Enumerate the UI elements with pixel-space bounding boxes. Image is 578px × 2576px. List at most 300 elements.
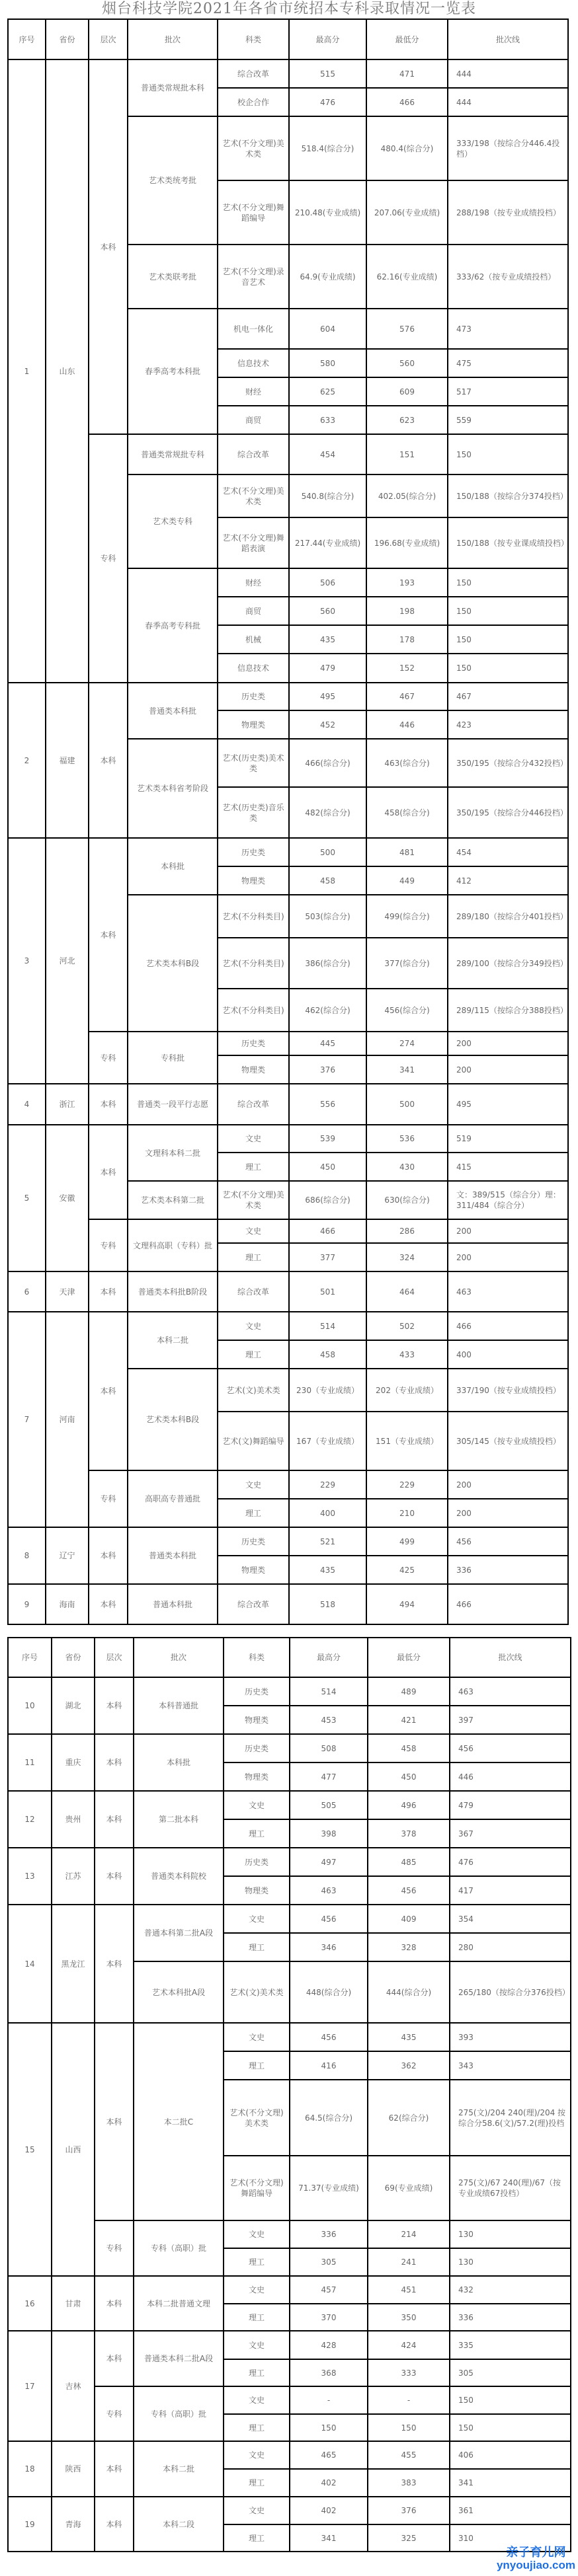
min-score: 341 — [366, 1055, 448, 1084]
min-score: 463(综合分) — [366, 739, 448, 787]
level-name: 专科 — [95, 2220, 134, 2276]
subject-category: 文史 — [224, 2331, 290, 2359]
batch-line: 463 — [448, 1271, 568, 1312]
table-row — [8, 2331, 571, 2359]
header-max: 最高分 — [290, 1638, 368, 1677]
level-name: 本科 — [89, 838, 128, 1032]
subject-category: 文史 — [218, 1470, 289, 1499]
batch-name: 本科二批 — [134, 2441, 224, 2497]
batch-line: 456 — [448, 1527, 568, 1556]
level-name: 专科 — [89, 1470, 128, 1527]
level-name: 本科 — [89, 59, 128, 434]
header-batch: 批次 — [134, 1638, 224, 1677]
table-row — [8, 1125, 568, 1153]
table-row — [8, 59, 568, 88]
min-score: 151 — [366, 434, 448, 474]
subject-category: 艺术(不分文理)美术类 — [218, 116, 289, 180]
batch-line: 397 — [450, 1706, 571, 1734]
min-score: 362 — [368, 2051, 450, 2080]
batch-line: 466 — [448, 1312, 568, 1340]
level-name: 专科 — [89, 1219, 128, 1271]
batch-name: 春季高考专科批 — [128, 568, 218, 683]
max-score: 456 — [290, 2023, 368, 2051]
batch-line: 479 — [450, 1791, 571, 1819]
subject-category: 理工 — [218, 1243, 289, 1271]
table-row — [8, 2497, 571, 2524]
min-score: 576 — [366, 309, 448, 349]
subject-category: 艺术(不分文理)美术类 — [218, 1181, 289, 1219]
batch-name: 专科（高职）批 — [134, 2220, 224, 2276]
batch-name: 艺术类本科省考阶段 — [128, 739, 218, 838]
subject-category: 艺术(不分文理)录音艺术 — [218, 245, 289, 309]
max-score: 456 — [290, 1905, 368, 1933]
batch-line: 456 — [450, 1734, 571, 1762]
min-score: 433 — [366, 1340, 448, 1369]
subject-category: 艺术(不分科类目) — [218, 938, 289, 989]
max-score: 217.44(专业成绩) — [289, 517, 366, 568]
row-number: 8 — [8, 1527, 46, 1584]
max-score: 341 — [290, 2524, 368, 2552]
batch-name: 本科批 — [134, 1734, 224, 1791]
level-name: 本科 — [89, 1084, 128, 1125]
max-score: 435 — [289, 1556, 366, 1584]
subject-category: 艺术(不分文理)舞蹈编导 — [218, 180, 289, 245]
min-score: 464 — [366, 1271, 448, 1312]
subject-category: 艺术(文)美术类 — [218, 1369, 289, 1412]
batch-line: 466 — [448, 1584, 568, 1624]
subject-category: 历史类 — [218, 838, 289, 866]
min-score: 286 — [366, 1219, 448, 1243]
min-score: 377(综合分) — [366, 938, 448, 989]
table-row — [8, 1084, 568, 1125]
header-no: 序号 — [8, 19, 46, 59]
table-row — [8, 1791, 571, 1819]
min-score: 196.68(专业成绩) — [366, 517, 448, 568]
batch-line: 200 — [448, 1470, 568, 1499]
subject-category: 综合改革 — [218, 1084, 289, 1125]
batch-line: 463 — [450, 1677, 571, 1706]
batch-line: 150 — [448, 597, 568, 625]
table-row — [8, 1271, 568, 1312]
batch-name: 艺术类本科B段 — [128, 1369, 218, 1470]
table-row — [8, 434, 568, 474]
province-name: 山东 — [46, 59, 89, 683]
header-batch: 批次 — [128, 19, 218, 59]
level-name: 本科 — [95, 1677, 134, 1734]
max-score: 505 — [290, 1791, 368, 1819]
max-score: 540.8(综合分) — [289, 474, 366, 517]
subject-category: 财经 — [218, 568, 289, 597]
min-score: 229 — [366, 1470, 448, 1499]
min-score: 480.4(综合分) — [366, 116, 448, 180]
max-score: 501 — [289, 1271, 366, 1312]
min-score: 471 — [366, 59, 448, 88]
max-score: 210.48(专业成绩) — [289, 180, 366, 245]
min-score: 494 — [366, 1584, 448, 1624]
max-score: 515 — [289, 59, 366, 88]
batch-name: 普通类常规批专科 — [128, 434, 218, 474]
max-score: 518.4(综合分) — [289, 116, 366, 180]
level-name: 本科 — [95, 2497, 134, 2552]
level-name: 本科 — [95, 1848, 134, 1905]
subject-category: 理工 — [224, 2248, 290, 2276]
batch-name: 普通类本科批 — [128, 683, 218, 739]
province-name: 安徽 — [46, 1125, 89, 1271]
max-score: 64.5(综合分) — [290, 2080, 368, 2156]
max-score: 539 — [289, 1125, 366, 1153]
min-score: 630(综合分) — [366, 1181, 448, 1219]
max-score: 64.9(专业成绩) — [289, 245, 366, 309]
batch-name: 本科普通批 — [134, 1677, 224, 1734]
row-number: 15 — [8, 2023, 52, 2276]
subject-category: 信息技术 — [218, 349, 289, 377]
subject-category: 艺术(不分文理)舞蹈编导 — [224, 2156, 290, 2220]
row-number: 5 — [8, 1125, 46, 1271]
max-score: 376 — [289, 1055, 366, 1084]
level-name: 本科 — [95, 1791, 134, 1848]
batch-name: 第二批本科 — [134, 1791, 224, 1848]
min-score: 489 — [368, 1677, 450, 1706]
max-score: 336 — [290, 2220, 368, 2248]
min-score: 214 — [368, 2220, 450, 2248]
batch-line: 412 — [448, 866, 568, 895]
max-score: 465 — [290, 2441, 368, 2469]
batch-line: 150 — [450, 2414, 571, 2441]
max-score: 452 — [289, 710, 366, 739]
max-score: 497 — [290, 1848, 368, 1876]
max-score: 71.37(专业成绩) — [290, 2156, 368, 2220]
batch-line: 444 — [448, 88, 568, 116]
subject-category: 文史 — [224, 2497, 290, 2524]
min-score: 451 — [368, 2276, 450, 2304]
max-score: 458 — [289, 866, 366, 895]
batch-name: 普通类本科二批A段 — [134, 2331, 224, 2386]
subject-category: 文史 — [224, 1905, 290, 1933]
subject-category: 理工 — [224, 2051, 290, 2080]
province-name: 重庆 — [52, 1734, 95, 1791]
min-score: 456(综合分) — [366, 989, 448, 1032]
header-subject: 科类 — [218, 19, 289, 59]
province-name: 陕西 — [52, 2441, 95, 2497]
subject-category: 物理类 — [224, 1762, 290, 1791]
max-score: 560 — [289, 597, 366, 625]
max-score: 686(综合分) — [289, 1181, 366, 1219]
row-number: 7 — [8, 1312, 46, 1527]
max-score: 167（专业成绩） — [289, 1412, 366, 1470]
max-score: 458 — [289, 1340, 366, 1369]
row-number: 3 — [8, 838, 46, 1084]
max-score: 229 — [289, 1470, 366, 1499]
subject-category: 文史 — [224, 2023, 290, 2051]
batch-line: 150 — [448, 434, 568, 474]
max-score: 416 — [290, 2051, 368, 2080]
min-score: 62.16(专业成绩) — [366, 245, 448, 309]
batch-name: 本科二批 — [128, 1312, 218, 1369]
table-row — [8, 1848, 571, 1876]
batch-line: 467 — [448, 683, 568, 710]
batch-line: 150 — [450, 2386, 571, 2414]
max-score: 150 — [290, 2414, 368, 2441]
batch-line: 446 — [450, 1762, 571, 1791]
level-name: 本科 — [95, 2441, 134, 2497]
batch-name: 艺术本科批A段 — [134, 1961, 224, 2023]
level-name: 本科 — [89, 1584, 128, 1624]
batch-line: 275(文)/67 240(理)/67（按专业成绩67投档） — [450, 2156, 571, 2220]
max-score: 518 — [289, 1584, 366, 1624]
max-score: 305 — [290, 2248, 368, 2276]
row-number: 6 — [8, 1271, 46, 1312]
table-row — [8, 2441, 571, 2469]
min-score: 435 — [368, 2023, 450, 2051]
subject-category: 校企合作 — [218, 88, 289, 116]
max-score: 448(综合分) — [290, 1961, 368, 2023]
subject-category: 理工 — [224, 2414, 290, 2441]
subject-category: 理工 — [224, 2359, 290, 2386]
min-score: 62(综合分) — [368, 2080, 450, 2156]
subject-category: 艺术(不分文理)美术类 — [224, 2080, 290, 2156]
province-name: 贵州 — [52, 1791, 95, 1848]
subject-category: 机械 — [218, 625, 289, 654]
header-province: 省份 — [52, 1638, 95, 1677]
batch-line: 333/198（按综合分446.4投档） — [448, 116, 568, 180]
min-score: 421 — [368, 1706, 450, 1734]
min-score: 609 — [366, 377, 448, 406]
max-score: 428 — [290, 2331, 368, 2359]
row-number: 14 — [8, 1905, 52, 2023]
header-min: 最低分 — [366, 19, 448, 59]
batch-name: 普通类本科批 — [128, 1527, 218, 1584]
subject-category: 历史类 — [218, 1032, 289, 1055]
header-level: 层次 — [89, 19, 128, 59]
batch-line: 150 — [448, 654, 568, 683]
subject-category: 综合改革 — [218, 59, 289, 88]
province-name: 山西 — [52, 2023, 95, 2276]
province-name: 青海 — [52, 2497, 95, 2552]
min-score: 481 — [366, 838, 448, 866]
table-row — [8, 2023, 571, 2051]
batch-name: 本科二段 — [134, 2497, 224, 2552]
batch-line: 305/145（按专业成绩投档） — [448, 1412, 568, 1470]
batch-line: 150/188（按专业课成绩投档） — [448, 517, 568, 568]
subject-category: 综合改革 — [218, 1584, 289, 1624]
batch-line: 310 — [450, 2524, 571, 2552]
min-score: 409 — [368, 1905, 450, 1933]
table-row — [8, 1905, 571, 1933]
subject-category: 文史 — [218, 1219, 289, 1243]
batch-name: 本二批C — [134, 2023, 224, 2220]
batch-name: 本科二批普通文理 — [134, 2276, 224, 2331]
batch-line: 517 — [448, 377, 568, 406]
batch-line: 350/195（按综合分446投档） — [448, 787, 568, 838]
batch-line: 289/115（按综合分388投档） — [448, 989, 568, 1032]
max-score: 402 — [290, 2497, 368, 2524]
table-row — [8, 2276, 571, 2304]
level-name: 本科 — [95, 2023, 134, 2220]
batch-line: 150/188（按综合分374投档） — [448, 474, 568, 517]
max-score: 508 — [290, 1734, 368, 1762]
max-score: 514 — [289, 1312, 366, 1340]
batch-name: 普通类一段平行志愿 — [128, 1084, 218, 1125]
header-level: 层次 — [95, 1638, 134, 1677]
table-row — [8, 1584, 568, 1624]
min-score: 202（专业成绩） — [366, 1369, 448, 1412]
province-name: 甘肃 — [52, 2276, 95, 2331]
batch-line: 200 — [448, 1219, 568, 1243]
batch-name: 高职高专普通批 — [128, 1470, 218, 1527]
batch-line: 423 — [448, 710, 568, 739]
min-score: 485 — [368, 1848, 450, 1876]
min-score: 456 — [368, 1876, 450, 1905]
level-name: 本科 — [95, 1734, 134, 1791]
province-name: 河南 — [46, 1312, 89, 1527]
subject-category: 物理类 — [218, 1556, 289, 1584]
batch-name: 本科批 — [128, 838, 218, 895]
min-score: 210 — [366, 1499, 448, 1527]
batch-line: 417 — [450, 1876, 571, 1905]
batch-name: 艺术类本科第二批 — [128, 1181, 218, 1219]
batch-line: 432 — [450, 2276, 571, 2304]
province-name: 辽宁 — [46, 1527, 89, 1584]
batch-line: 473 — [448, 309, 568, 349]
max-score: 495 — [289, 683, 366, 710]
batch-line: 475 — [448, 349, 568, 377]
max-score: 368 — [290, 2359, 368, 2386]
subject-category: 物理类 — [224, 1706, 290, 1734]
batch-line: 354 — [450, 1905, 571, 1933]
subject-category: 历史类 — [218, 683, 289, 710]
subject-category: 艺术(不分文理)美术类 — [218, 474, 289, 517]
subject-category: 历史类 — [218, 1527, 289, 1556]
max-score: 500 — [289, 838, 366, 866]
row-number: 12 — [8, 1791, 52, 1848]
level-name: 本科 — [89, 1312, 128, 1470]
subject-category: 物理类 — [224, 1876, 290, 1905]
level-name: 本科 — [89, 1527, 128, 1584]
batch-line: 337/190（按专业成绩投档） — [448, 1369, 568, 1412]
batch-name: 普通本科批 — [128, 1584, 218, 1624]
subject-category: 信息技术 — [218, 654, 289, 683]
subject-category: 理工 — [224, 1933, 290, 1961]
min-score: 560 — [366, 349, 448, 377]
subject-category: 理工 — [224, 2524, 290, 2552]
batch-line: 150 — [448, 568, 568, 597]
level-name: 专科 — [89, 434, 128, 683]
max-score: 506 — [289, 568, 366, 597]
batch-line: 454 — [448, 838, 568, 866]
province-name: 海南 — [46, 1584, 89, 1624]
subject-category: 艺术(文)美术类 — [224, 1961, 290, 2023]
batch-line: 275(文)/204 240(理)/204 按综合分58.6(文)/57.2(理)投档 — [450, 2080, 571, 2156]
subject-category: 历史类 — [224, 1677, 290, 1706]
max-score: 503(综合分) — [289, 895, 366, 938]
level-name: 本科 — [89, 1125, 128, 1219]
subject-category: 综合改革 — [218, 434, 289, 474]
watermark-url: ynyoujiao.com — [496, 2559, 575, 2571]
subject-category: 文史 — [218, 1312, 289, 1340]
batch-line: 519 — [448, 1125, 568, 1153]
batch-line: 336 — [450, 2304, 571, 2331]
level-name: 本科 — [95, 1905, 134, 2023]
batch-line: 559 — [448, 406, 568, 434]
max-score: 386(综合分) — [289, 938, 366, 989]
header-line: 批次线 — [450, 1638, 571, 1677]
max-score: 230（专业成绩） — [289, 1369, 366, 1412]
subject-category: 历史类 — [224, 1734, 290, 1762]
header-max: 最高分 — [289, 19, 366, 59]
max-score: 450 — [289, 1153, 366, 1181]
row-number: 10 — [8, 1677, 52, 1734]
batch-line: 200 — [448, 1243, 568, 1271]
max-score: 398 — [290, 1819, 368, 1848]
max-score: 580 — [289, 349, 366, 377]
max-score: 402 — [290, 2469, 368, 2497]
min-score: 333 — [368, 2359, 450, 2386]
subject-category: 艺术(不分科类目) — [218, 989, 289, 1032]
min-score: 402.05(综合分) — [366, 474, 448, 517]
batch-line: 200 — [448, 1055, 568, 1084]
header-no: 序号 — [8, 1638, 52, 1677]
max-score: 521 — [289, 1527, 366, 1556]
batch-name: 普通类本科批B阶段 — [128, 1271, 218, 1312]
province-name: 江苏 — [52, 1848, 95, 1905]
batch-line: 444 — [448, 59, 568, 88]
min-score: - — [368, 2386, 450, 2414]
subject-category: 文史 — [224, 2386, 290, 2414]
min-score: 425 — [366, 1556, 448, 1584]
min-score: 466 — [366, 88, 448, 116]
table-row — [8, 1470, 568, 1499]
max-score: 346 — [290, 1933, 368, 1961]
max-score: - — [290, 2386, 368, 2414]
batch-line: 200 — [448, 1032, 568, 1055]
table-row — [8, 683, 568, 710]
row-number: 18 — [8, 2441, 52, 2497]
province-name: 吉林 — [52, 2331, 95, 2441]
row-number: 4 — [8, 1084, 46, 1125]
subject-category: 文史 — [218, 1125, 289, 1153]
min-score: 623 — [366, 406, 448, 434]
subject-category: 财经 — [218, 377, 289, 406]
row-number: 17 — [8, 2331, 52, 2441]
level-name: 本科 — [89, 1271, 128, 1312]
table-body-2 — [8, 1677, 571, 2552]
min-score: 152 — [366, 654, 448, 683]
subject-category: 文史 — [224, 1791, 290, 1819]
min-score: 424 — [368, 2331, 450, 2359]
batch-line: 333/62（按专业成绩投档） — [448, 245, 568, 309]
max-score: 445 — [289, 1032, 366, 1055]
admission-table-2 — [7, 1637, 571, 2552]
header-min: 最低分 — [368, 1638, 450, 1677]
max-score: 400 — [289, 1499, 366, 1527]
batch-name: 普通类常规批本科 — [128, 59, 218, 116]
max-score: 377 — [289, 1243, 366, 1271]
min-score: 446 — [366, 710, 448, 739]
table-row — [8, 1734, 571, 1762]
province-name: 湖北 — [52, 1677, 95, 1734]
batch-line: 305 — [450, 2359, 571, 2386]
batch-line: 288/198（按专业成绩投档） — [448, 180, 568, 245]
subject-category: 综合改革 — [218, 1271, 289, 1312]
subject-category: 物理类 — [218, 710, 289, 739]
batch-name: 普通类本科院校 — [134, 1848, 224, 1905]
min-score: 450 — [368, 1762, 450, 1791]
province-name: 浙江 — [46, 1084, 89, 1125]
min-score: 193 — [366, 568, 448, 597]
watermark-logo — [497, 2546, 575, 2572]
table-row — [8, 838, 568, 866]
max-score: 604 — [289, 309, 366, 349]
